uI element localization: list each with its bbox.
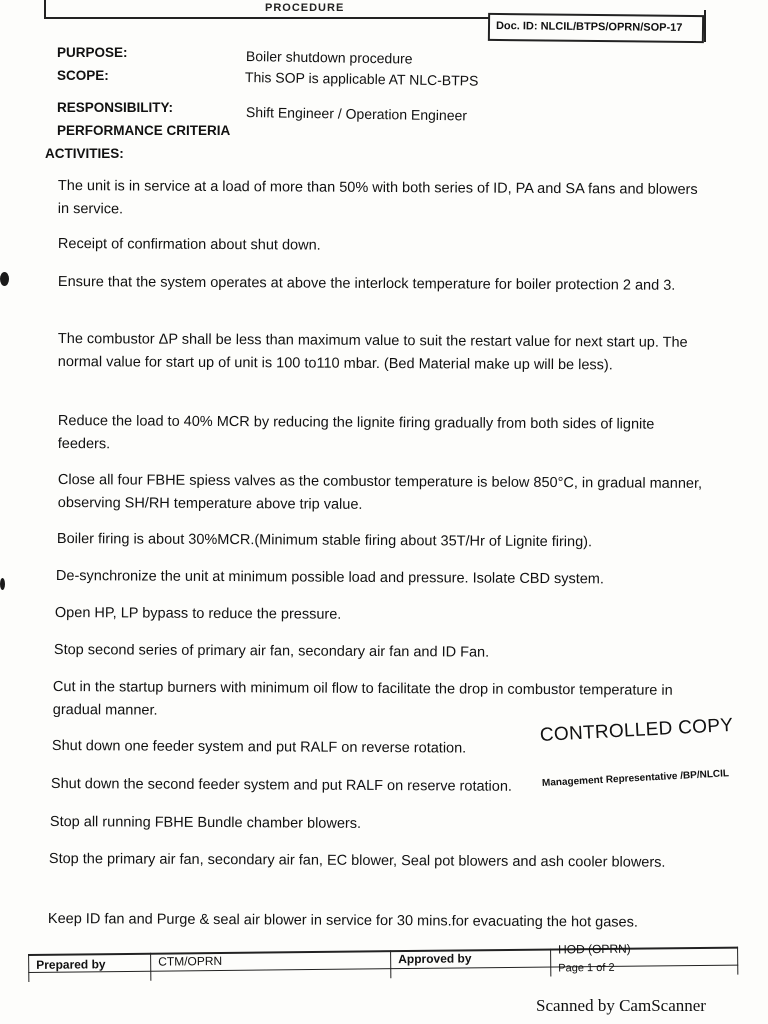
punch-hole-mark (0, 272, 9, 286)
footer-divider (550, 949, 551, 977)
performance-criteria-label: PERFORMANCE CRITERIA (57, 123, 231, 138)
activities-label: ACTIVITIES: (45, 146, 124, 161)
activity-4: The combustor ΔP shall be less than maximum value to suit the restart value for next start up. The normal value for start up of unit is 100 to110 mbar. (Bed Material make up will be less). (57, 330, 688, 374)
footer-divider (28, 954, 29, 982)
activity-15: Stop the primary air fan, secondary air fan, EC blower, Seal pot blowers and ash cooler blowers. (48, 850, 666, 871)
prepared-by-label: Prepared by (36, 957, 106, 972)
activity-12: Shut down one feeder system and put RALF on reverse rotation. (51, 737, 467, 757)
activity-16: Keep ID fan and Purge & seal air blower in service for 30 mins.for evacuating the hot gases. (47, 910, 638, 931)
scanner-watermark: Scanned by CamScanner (536, 996, 706, 1015)
activity-13: Shut down the second feeder system and put RALF on reserve rotation. (50, 775, 513, 795)
footer-top-rule (28, 947, 738, 956)
approved-by-value: HOD (OPRN) (557, 941, 631, 957)
header-frame-line (44, 17, 490, 19)
activity-9: Open HP, LP bypass to reduce the pressure. (54, 604, 342, 623)
doc-id: Doc. ID: NLCIL/BTPS/OPRN/SOP-17 (495, 20, 683, 34)
prepared-by-value: CTM/OPRN (158, 953, 223, 969)
header-frame-left (44, 0, 46, 18)
footer-divider (150, 953, 151, 981)
footer-divider (737, 947, 738, 975)
punch-hole-mark (0, 578, 5, 590)
scope-label: SCOPE: (57, 68, 109, 83)
activity-11: Cut in the startup burners with minimum oil flow to facilitate the drop in combustor temperature in gradual manner. (52, 678, 673, 719)
approved-by-label: Approved by (398, 951, 472, 967)
page-number: Page 1 of 2 (558, 961, 615, 975)
activity-7: Boiler firing is about 30%MCR.(Minimum stable firing about 35T/Hr of Lignite firing). (56, 530, 593, 551)
header-cut-title: PROCEDURE (265, 2, 345, 14)
purpose-label: PURPOSE: (57, 45, 128, 60)
activity-5: Reduce the load to 40% MCR by reducing the lignite firing gradually from both sides of lignite feeders. (57, 412, 655, 453)
activity-8: De-synchronize the unit at minimum possible load and pressure. Isolate CBD system. (55, 567, 605, 588)
stamp-signature-line: Management Representative /BP/NLCIL (541, 768, 730, 789)
activity-1: The unit is in service at a load of more than 50% with both series of ID, PA and SA fans and blowers in service. (57, 177, 698, 218)
activity-10: Stop second series of primary air fan, secondary air fan and ID Fan. (53, 641, 490, 661)
activity-6: Close all four FBHE spiess valves as the combustor temperature is below 850°C, in gradual manner, observing SH/RH temperature above trip value. (57, 471, 703, 513)
footer-divider (390, 950, 391, 978)
footer-mid-rule (28, 965, 738, 973)
footer-table (28, 939, 738, 982)
controlled-copy-stamp: CONTROLLED COPY (539, 714, 734, 746)
purpose-value: Boiler shutdown procedure (245, 48, 413, 67)
activity-3: Ensure that the system operates at above the interlock temperature for boiler protection 2 and 3. (57, 273, 676, 294)
activity-2: Receipt of confirmation about shut down. (57, 235, 321, 254)
activity-14: Stop all running FBHE Bundle chamber blowers. (49, 813, 362, 832)
header-frame-right (704, 10, 706, 42)
responsibility-label: RESPONSIBILITY: (57, 100, 174, 115)
responsibility-value: Shift Engineer / Operation Engineer (245, 104, 468, 124)
scope-value: This SOP is applicable AT NLC-BTPS (244, 69, 479, 89)
